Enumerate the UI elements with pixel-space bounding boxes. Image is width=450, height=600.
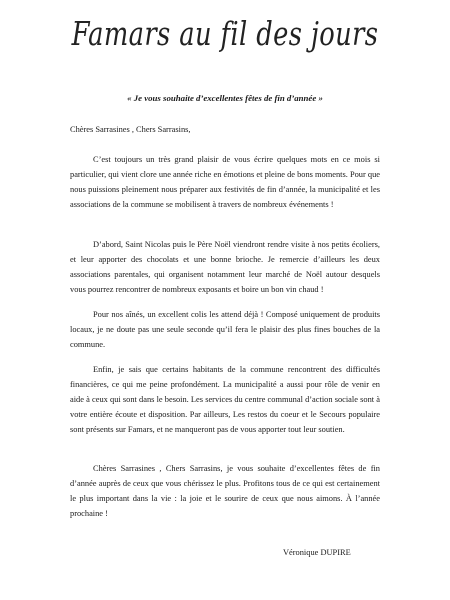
- letter-greeting: Chères Sarrasines , Chers Sarrasins,: [70, 125, 191, 134]
- page-title: Famars au fil des jours: [71, 14, 379, 53]
- paragraph-festivities: C’est toujours un très grand plaisir de vous écrire quelques mots en ce mois si particulier, qui vient clore une année riche en émotions et pleine de bons moments. Pour que nous puissions pleinement nous préparer aux festivités de fin d’année, la municipalité et les associations de la commune se mobilisent à travers de nombreux événements !: [70, 155, 380, 209]
- letter-headline: « Je vous souhaite d’excellentes fêtes de fin d’année »: [127, 93, 323, 103]
- paragraph-wishes: Chères Sarrasines , Chers Sarrasins, je vous souhaite d’excellentes fêtes de fin d’année auprès de ceux que vous chérissez le plus. Profitons tous de ce qui est certainement le plus important dans la vie : la joie et le sourire de ceux que nous aimons. À l’année prochaine !: [70, 464, 380, 518]
- paragraph-solidarity: Enfin, je sais que certains habitants de la commune rencontrent des difficultés financières, ce qui me peine profondément. La municipalité a aussi pour rôle de venir en aide à ceux qui sont dans le besoin. Les services du centre communal d’action sociale sont à votre entière écoute et disposition. Par ailleurs, Les restos du coeur et le Secours populaire sont présents sur Famars, et ne manqueront pas de vous apporter tout leur soutien.: [70, 365, 380, 434]
- signature: Véronique DUPIRE: [283, 548, 351, 557]
- paragraph-saint-nicolas: D’abord, Saint Nicolas puis le Père Noël viendront rendre visite à nos petits écoliers, et leur apporter des chocolats et une bonne brioche. Je remercie d’ailleurs les deux associations parentales, qui organisent notamment leur marché de Noël autour desquels vous pourrez rencontrer de nombreux exposants et boire un bon vin chaud !: [70, 240, 380, 294]
- paragraph-elders: Pour nos aînés, un excellent colis les attend déjà ! Composé uniquement de produits locaux, je ne doute pas une seule seconde qu’il fera le plaisir des plus fines bouches de la commune.: [70, 310, 380, 349]
